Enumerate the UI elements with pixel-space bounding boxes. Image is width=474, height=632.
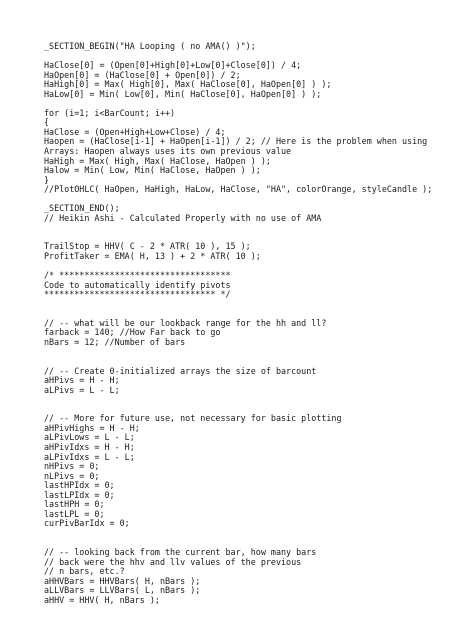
code-line: HaHigh = Max( High, Max( HaClose, HaOpen ) ); — [44, 155, 271, 166]
code-line: // -- looking back from the current bar, how many bars — [44, 546, 317, 557]
code-line: // back were the hhv and llv values of the previous — [44, 556, 302, 567]
code-line: lastLPL = 0; — [44, 508, 105, 519]
code-line: nLPivs = 0; — [44, 470, 100, 481]
code-line: farback = 140; //How Far back to go — [44, 327, 221, 338]
code-line: // n bars, etc.? — [44, 566, 125, 577]
code-line: _SECTION_BEGIN("HA Looping ( no AMA() )"); — [44, 41, 256, 51]
code-line: HaOpen[0] = (HaClose[0] + Open[0]) / 2; — [44, 69, 241, 80]
code-line: HaClose = (Open+High+Low+Close) / 4; — [44, 126, 226, 137]
code-line: nBars = 12; //Number of bars — [44, 336, 186, 347]
blank-line — [44, 348, 464, 358]
code-line: // Heikin Ashi - Calculated Properly with no use of AMA — [44, 212, 322, 223]
blank-line — [44, 300, 464, 310]
code-line: aLPivs = L - L; — [44, 384, 120, 395]
code-line: /* ********************************** — [44, 270, 231, 281]
code-line: Haopen = (HaClose[i-1] + HaOpen[i-1]) / 2; // Here is the problem when using — [44, 136, 428, 147]
blank-line — [44, 223, 464, 233]
blank-line — [44, 395, 464, 405]
code-line: aHHV = HHV( H, nBars ); — [44, 594, 160, 605]
code-line: _SECTION_END(); — [44, 203, 120, 214]
code-line: Halow = Min( Low, Min( HaClose, HaOpen ) ); — [44, 165, 261, 176]
code-block — [44, 42, 464, 605]
code-line: } — [44, 174, 50, 185]
code-line: //PlotOHLC( HaOpen, HaHigh, HaLow, HaClose, "HA", colorOrange, styleCandle ); — [44, 184, 433, 195]
code-line: Arrays: Haopen always uses its own previous value — [44, 146, 292, 157]
code-line: for (i=1; i<BarCount; i++) — [44, 107, 176, 118]
code-line: curPivBarIdx = 0; — [44, 518, 130, 529]
blank-line — [44, 529, 464, 539]
code-line: aLLVBars = LLVBars( L, nBars ); — [44, 585, 201, 596]
code-line: // -- what will be our lookback range for the hh and ll? — [44, 317, 327, 328]
code-line: // -- More for future use, not necessary for basic plotting — [44, 413, 342, 424]
code-line: HaLow[0] = Min( Low[0], Min( HaClose[0], HaOpen[0] ) ); — [44, 88, 322, 99]
code-line: // -- Create 0-initialized arrays the size of barcount — [44, 365, 317, 376]
code-line: Code to automatically identify pivots — [44, 279, 231, 290]
code-line: aLPivIdxs = L - L; — [44, 451, 135, 462]
code-line: aHPivIdxs = H - H; — [44, 441, 135, 452]
code-line: aLPivLows = L - L; — [44, 432, 135, 443]
code-line: aHPivs = H - H; — [44, 375, 120, 386]
code-line: { — [44, 117, 50, 128]
code-line: ********************************** */ — [44, 289, 231, 300]
code-line: lastHPIdx = 0; — [44, 480, 115, 491]
code-line: TrailStop = HHV( C - 2 * ATR( 10 ), 15 ); — [44, 241, 251, 252]
code-line: lastHPH = 0; — [44, 499, 105, 510]
code-line: aHPivHighs = H - H; — [44, 422, 140, 433]
code-line: ProfitTaker = EMA( H, 13 ) + 2 * ATR( 10 ); — [44, 251, 261, 262]
code-line: HaHigh[0] = Max( High[0], Max( HaClose[0], HaOpen[0] ) ); — [44, 79, 332, 90]
code-line: HaClose[0] = (Open[0]+High[0]+Low[0]+Close[0]) / 4; — [44, 60, 302, 71]
code-line: aHHVBars = HHVBars( H, nBars ); — [44, 575, 201, 586]
code-line: nHPivs = 0; — [44, 461, 100, 472]
code-line: lastLPIdx = 0; — [44, 489, 115, 500]
